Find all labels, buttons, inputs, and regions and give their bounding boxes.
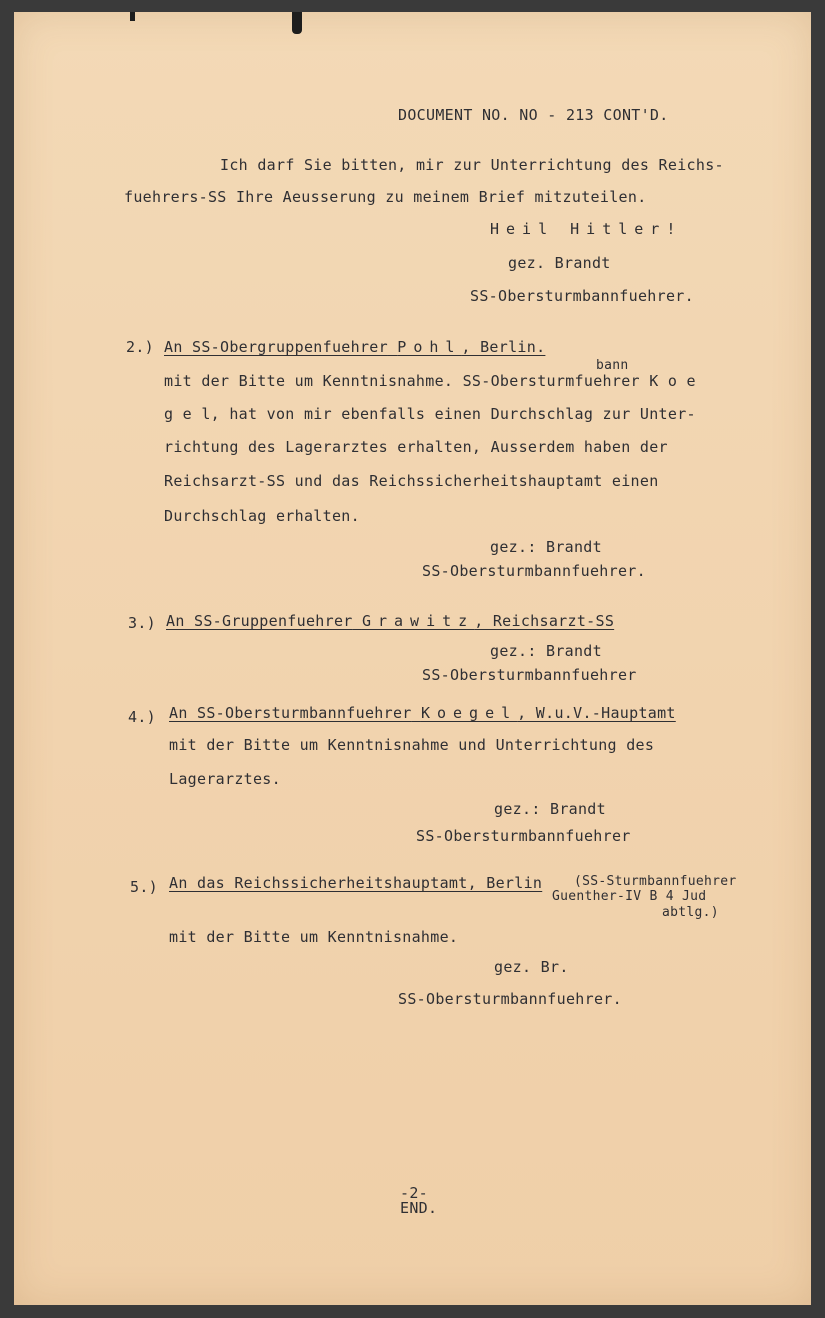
item-4-addressee-prefix: An SS-Obersturmbannfuehrer <box>169 704 412 722</box>
intro-rank: SS-Obersturmbannfuehrer. <box>470 287 694 305</box>
item-2-insert: bann <box>596 358 629 373</box>
item-5-signature: gez. Br. <box>494 958 569 976</box>
punch-mark-right <box>292 12 302 34</box>
item-3-addressee-prefix: An SS-Gruppenfuehrer <box>166 612 353 630</box>
item-2-body-5: Durchschlag erhalten. <box>164 507 360 525</box>
document-page <box>14 12 811 1305</box>
page-number: -2- <box>400 1184 428 1202</box>
item-2-number: 2.) <box>126 338 154 356</box>
item-3-rank: SS-Obersturmbannfuehrer <box>422 666 637 684</box>
item-4-number: 4.) <box>128 708 156 726</box>
item-2-body-4: Reichsarzt-SS und das Reichssicherheitshauptamt einen <box>164 472 659 490</box>
item-2-addressee-name: Pohl <box>397 338 462 356</box>
intro-signature: gez. Brandt <box>508 254 611 272</box>
item-5-addressee: An das Reichssicherheitshauptamt, Berlin <box>169 874 543 892</box>
document-header: DOCUMENT NO. NO - 213 CONT'D. <box>398 106 669 124</box>
item-4-addressee-name: Koegel <box>420 704 518 722</box>
end-marker: END. <box>400 1199 438 1217</box>
item-4-addressee-suffix: , W.u.V.-Hauptamt <box>517 704 676 722</box>
item-2-addressee-suffix: , Berlin. <box>461 338 546 356</box>
item-5-note-2: Guenther-IV B 4 Jud <box>552 889 707 904</box>
item-5-note-3: abtlg.) <box>662 905 719 920</box>
item-5-note-1: (SS-Sturmbannfuehrer <box>574 874 737 889</box>
item-3-addressee <box>166 612 614 630</box>
intro-line-1: Ich darf Sie bitten, mir zur Unterrichtung des Reichs- <box>220 156 724 174</box>
item-2-body-3: richtung des Lagerarztes erhalten, Ausserdem haben der <box>164 438 668 456</box>
item-4-body-1: mit der Bitte um Kenntnisnahme und Unterrichtung des <box>169 736 655 754</box>
item-3-addressee-suffix: , Reichsarzt-SS <box>474 612 615 630</box>
item-2-addressee-prefix: An SS-Obergruppenfuehrer <box>164 338 388 356</box>
item-2-rank: SS-Obersturmbannfuehrer. <box>422 562 646 580</box>
punch-mark-left <box>130 12 135 21</box>
item-4-body-2: Lagerarztes. <box>169 770 281 788</box>
item-3-addressee-name: Grawitz <box>361 612 475 630</box>
item-4-signature: gez.: Brandt <box>494 800 606 818</box>
item-2-body-1: mit der Bitte um Kenntnisnahme. SS-Obersturmfuehrer K o e <box>164 372 696 390</box>
item-2-body-2: g e l, hat von mir ebenfalls einen Durchschlag zur Unter- <box>164 405 696 423</box>
item-4-addressee <box>169 704 676 722</box>
item-2-signature: gez.: Brandt <box>490 538 602 556</box>
item-5-rank: SS-Obersturmbannfuehrer. <box>398 990 622 1008</box>
item-5-number: 5.) <box>130 878 158 896</box>
item-3-signature: gez.: Brandt <box>490 642 602 660</box>
item-3-number: 3.) <box>128 614 156 632</box>
item-4-rank: SS-Obersturmbannfuehrer <box>416 827 631 845</box>
intro-line-2: fuehrers-SS Ihre Aeusserung zu meinem Brief mitzuteilen. <box>124 188 647 206</box>
item-5-body-1: mit der Bitte um Kenntnisnahme. <box>169 928 459 946</box>
greeting: Heil Hitler! <box>490 220 683 238</box>
item-2-addressee <box>164 338 545 356</box>
